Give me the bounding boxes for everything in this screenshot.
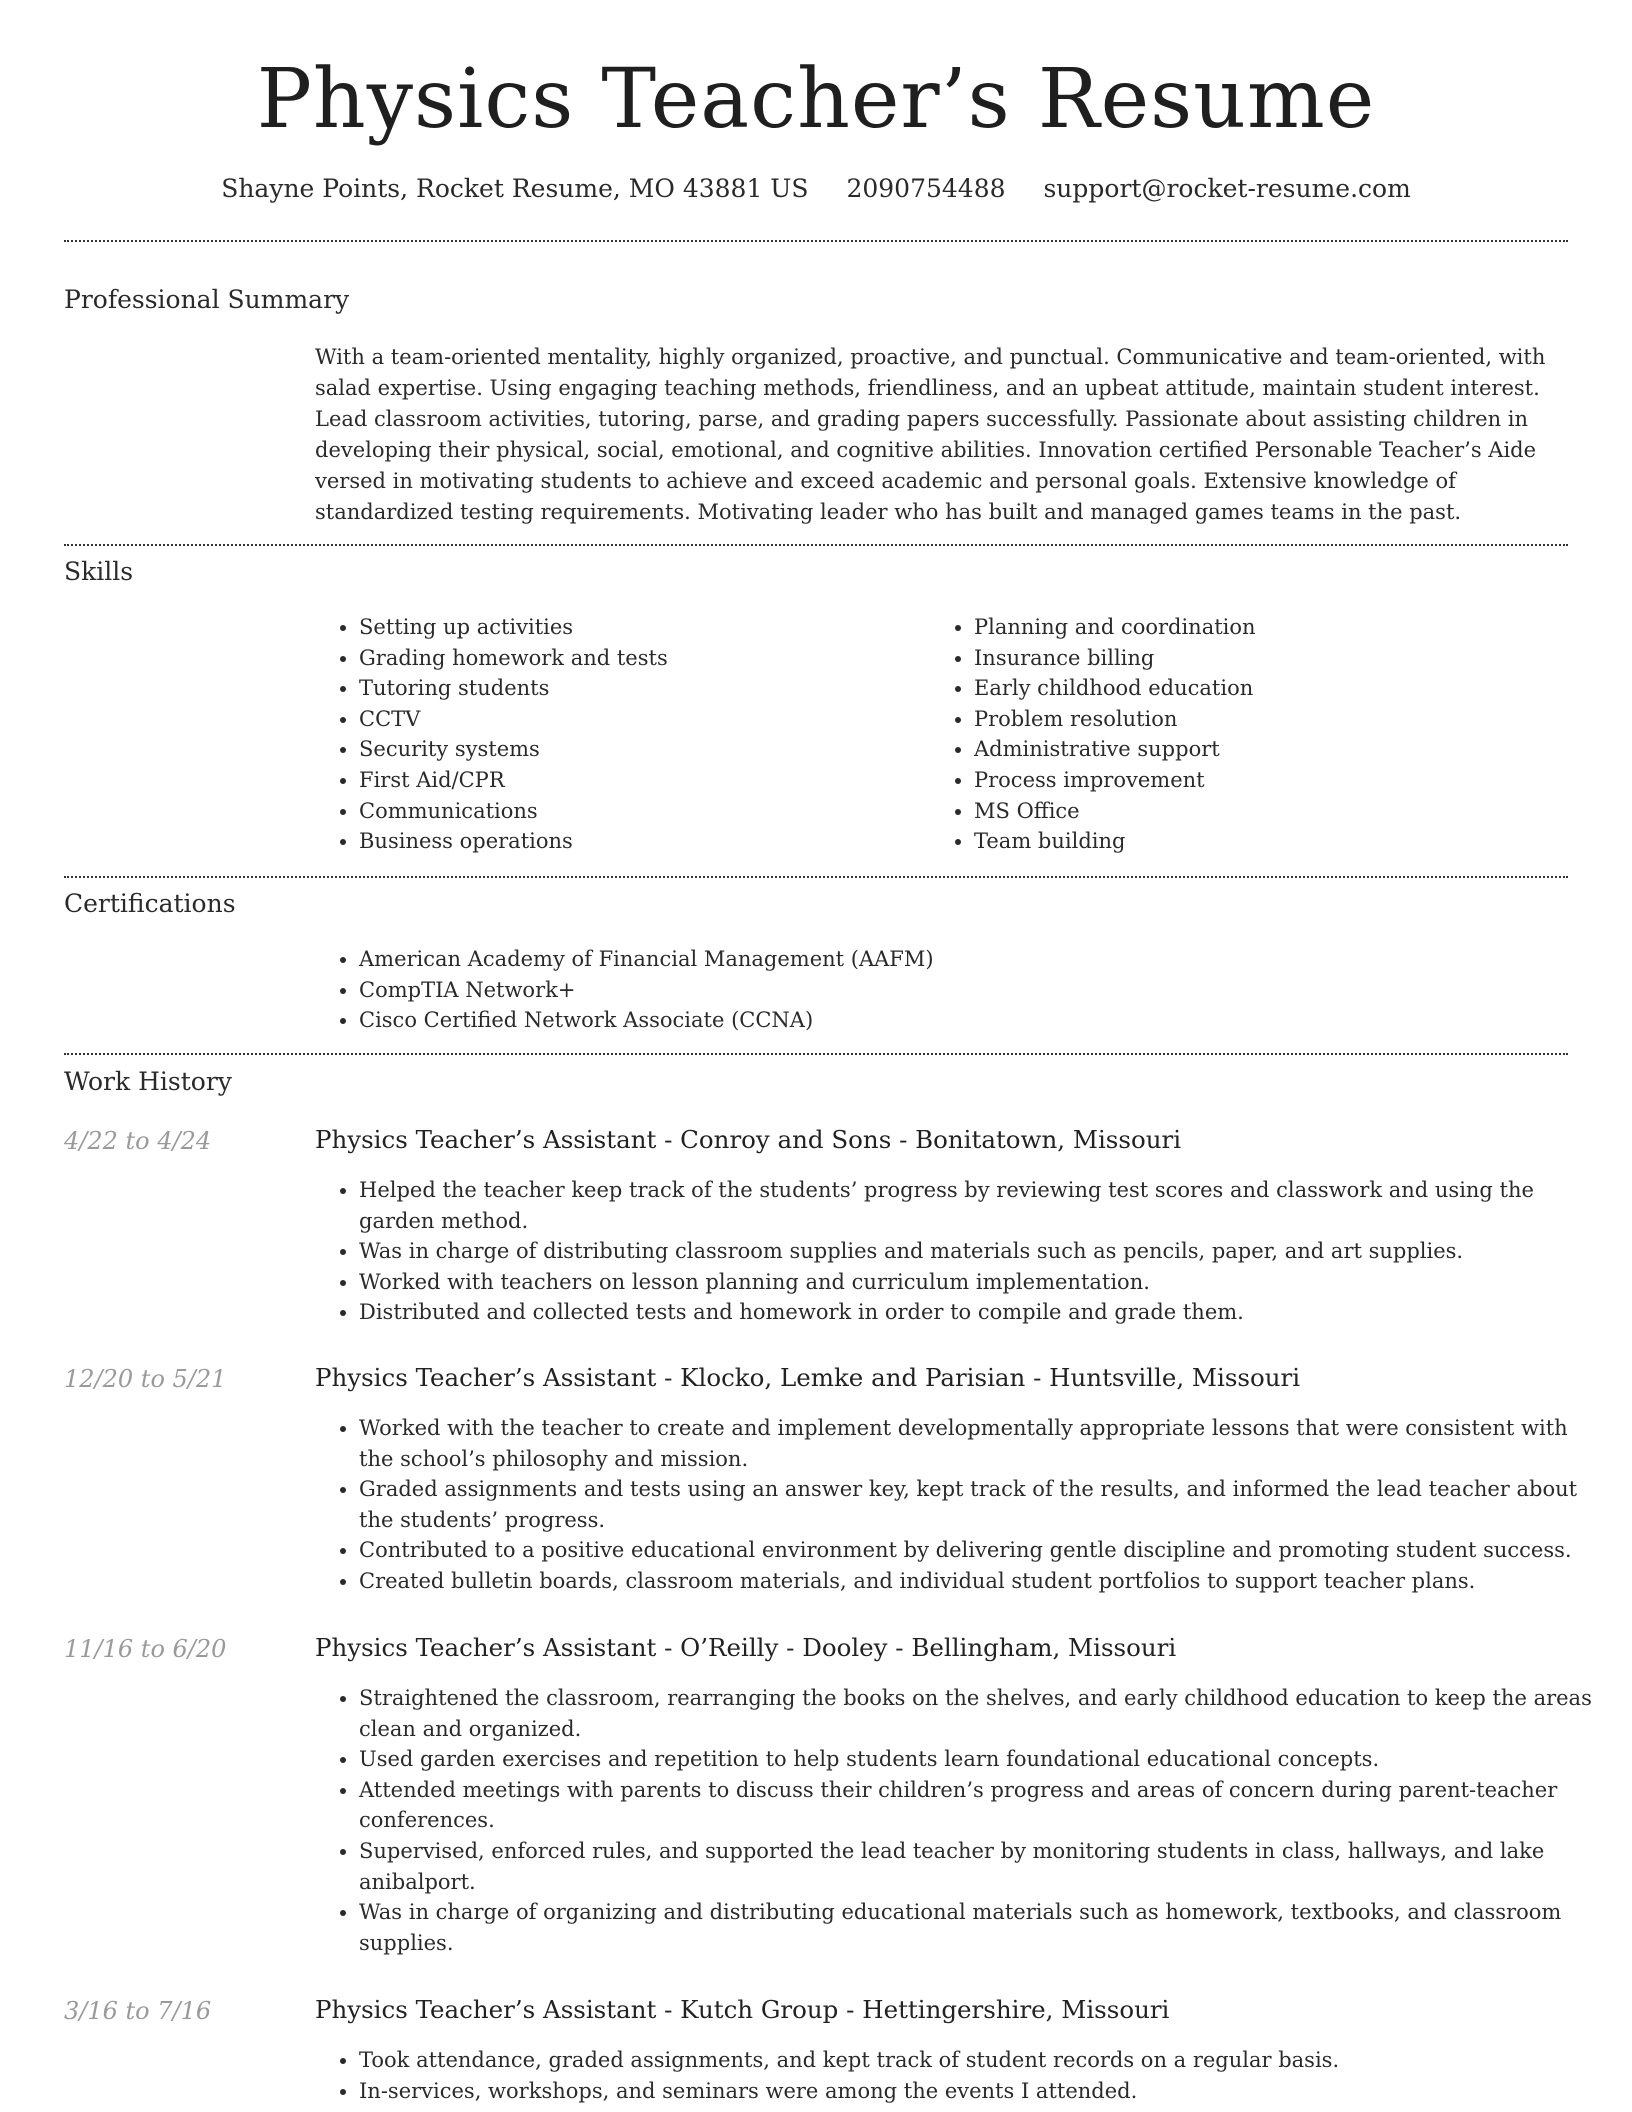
skill-item: • Planning and coordination	[974, 612, 1574, 643]
job-bullet: • Worked with the teacher to create and implement developmentally appropriate lessons that were consistent with the school’s philosophy and mission.	[359, 1413, 1594, 1474]
certifications-heading: Certifications	[64, 889, 236, 918]
contact-phone: 2090754488	[846, 174, 1006, 203]
job-bullet: • Straightened the classroom, rearranging the books on the shelves, and early childhood education to keep the areas clean and organized.	[359, 1683, 1594, 1744]
job-bullet: • Contributed to a positive educational environment by delivering gentle discipline and promoting student success.	[359, 1535, 1594, 1566]
job-bullet: • Distributed and collected tests and homework in order to compile and grade them.	[359, 1297, 1594, 1328]
job-bullet: • Used garden exercises and repetition to help students learn foundational educational concepts.	[359, 1744, 1594, 1775]
divider	[64, 1053, 1568, 1055]
skill-item: • Communications	[359, 796, 919, 827]
job-title: Physics Teacher’s Assistant - Klocko, Lemke and Parisian - Huntsville, Missouri	[315, 1363, 1301, 1392]
skill-item: • Setting up activities	[359, 612, 919, 643]
contact-email: support@rocket-resume.com	[1043, 174, 1411, 203]
skill-item: • CCTV	[359, 704, 919, 735]
skills-list-right	[930, 612, 1574, 857]
skill-item: • Security systems	[359, 734, 919, 765]
job-title: Physics Teacher’s Assistant - Kutch Group - Hettingershire, Missouri	[315, 1995, 1170, 2024]
divider	[64, 240, 1568, 242]
job-bullets	[315, 1175, 1594, 1328]
job-title: Physics Teacher’s Assistant - O’Reilly - Dooley - Bellingham, Missouri	[315, 1633, 1177, 1662]
skill-item: • Problem resolution	[974, 704, 1574, 735]
summary-heading: Professional Summary	[64, 285, 350, 314]
skill-item: • Administrative support	[974, 734, 1574, 765]
certifications-list	[315, 944, 1594, 1036]
contact-line	[0, 172, 1632, 206]
skill-item: • Business operations	[359, 826, 919, 857]
job-bullet: • Took attendance, graded assignments, and kept track of student records on a regular basis.	[359, 2045, 1594, 2076]
certification-item: • CompTIA Network+	[359, 975, 1594, 1006]
job-dates: 11/16 to 6/20	[64, 1635, 227, 1663]
contact-address: Shayne Points, Rocket Resume, MO 43881 US	[221, 174, 809, 203]
divider	[64, 544, 1568, 546]
skill-item: • Tutoring students	[359, 673, 919, 704]
job-bullet: • In-services, workshops, and seminars were among the events I attended.	[359, 2076, 1594, 2107]
job-bullets	[315, 1413, 1594, 1597]
job-bullet: • Was in charge of organizing and distributing educational materials such as homework, textbooks, and classroom supplies.	[359, 1897, 1594, 1958]
skills-list-left	[315, 612, 919, 857]
summary-text: With a team-oriented mentality, highly organized, proactive, and punctual. Communicative and team-oriented, with salad expertise. Using engaging teaching methods, friendliness, and an upbeat attitude, maintain student interest. Lead classroom activities, tutoring, parse, and grading papers successfully. Passionate about assisting children in developing their physical, social, emotional, and cognitive abilities. Innovation certified Personable Teacher’s Aide versed in motivating students to achieve and exceed academic and personal goals. Extensive knowledge of standardized testing requirements. Motivating leader who has built and managed games teams in the past.	[315, 345, 1546, 524]
job-dates: 3/16 to 7/16	[64, 1997, 212, 2025]
job-title: Physics Teacher’s Assistant - Conroy and Sons - Bonitatown, Missouri	[315, 1125, 1182, 1154]
job-bullet: • Graded assignments and tests using an answer key, kept track of the results, and informed the lead teacher about the students’ progress.	[359, 1474, 1594, 1535]
resume-title: Physics Teacher’s Resume	[256, 52, 1376, 147]
job-bullet: • Helped the teacher keep track of the students’ progress by reviewing test scores and classwork and using the garden method.	[359, 1175, 1594, 1236]
skill-item: • First Aid/CPR	[359, 765, 919, 796]
skills-heading: Skills	[64, 557, 134, 586]
job-bullets	[315, 2045, 1594, 2106]
work-history-heading: Work History	[64, 1067, 232, 1096]
certification-item: • Cisco Certified Network Associate (CCNA)	[359, 1005, 1594, 1036]
job-dates: 4/22 to 4/24	[64, 1127, 212, 1155]
skill-item: • Process improvement	[974, 765, 1574, 796]
job-bullet: • Was in charge of distributing classroom supplies and materials such as pencils, paper, and art supplies.	[359, 1236, 1594, 1267]
certification-item: • American Academy of Financial Management (AAFM)	[359, 944, 1594, 975]
job-bullet: • Supervised, enforced rules, and supported the lead teacher by monitoring students in class, hallways, and lake anibalport.	[359, 1836, 1594, 1897]
skill-item: • Insurance billing	[974, 643, 1574, 674]
job-bullets	[315, 1683, 1594, 1958]
skill-item: • Early childhood education	[974, 673, 1574, 704]
job-bullet: • Created bulletin boards, classroom materials, and individual student portfolios to support teacher plans.	[359, 1566, 1594, 1597]
skill-item: • Team building	[974, 826, 1574, 857]
divider	[64, 876, 1568, 878]
job-bullet: • Worked with teachers on lesson planning and curriculum implementation.	[359, 1267, 1594, 1298]
job-bullet: • Attended meetings with parents to discuss their children’s progress and areas of concern during parent-teacher conferences.	[359, 1775, 1594, 1836]
skill-item: • Grading homework and tests	[359, 643, 919, 674]
skill-item: • MS Office	[974, 796, 1574, 827]
job-dates: 12/20 to 5/21	[64, 1365, 227, 1393]
